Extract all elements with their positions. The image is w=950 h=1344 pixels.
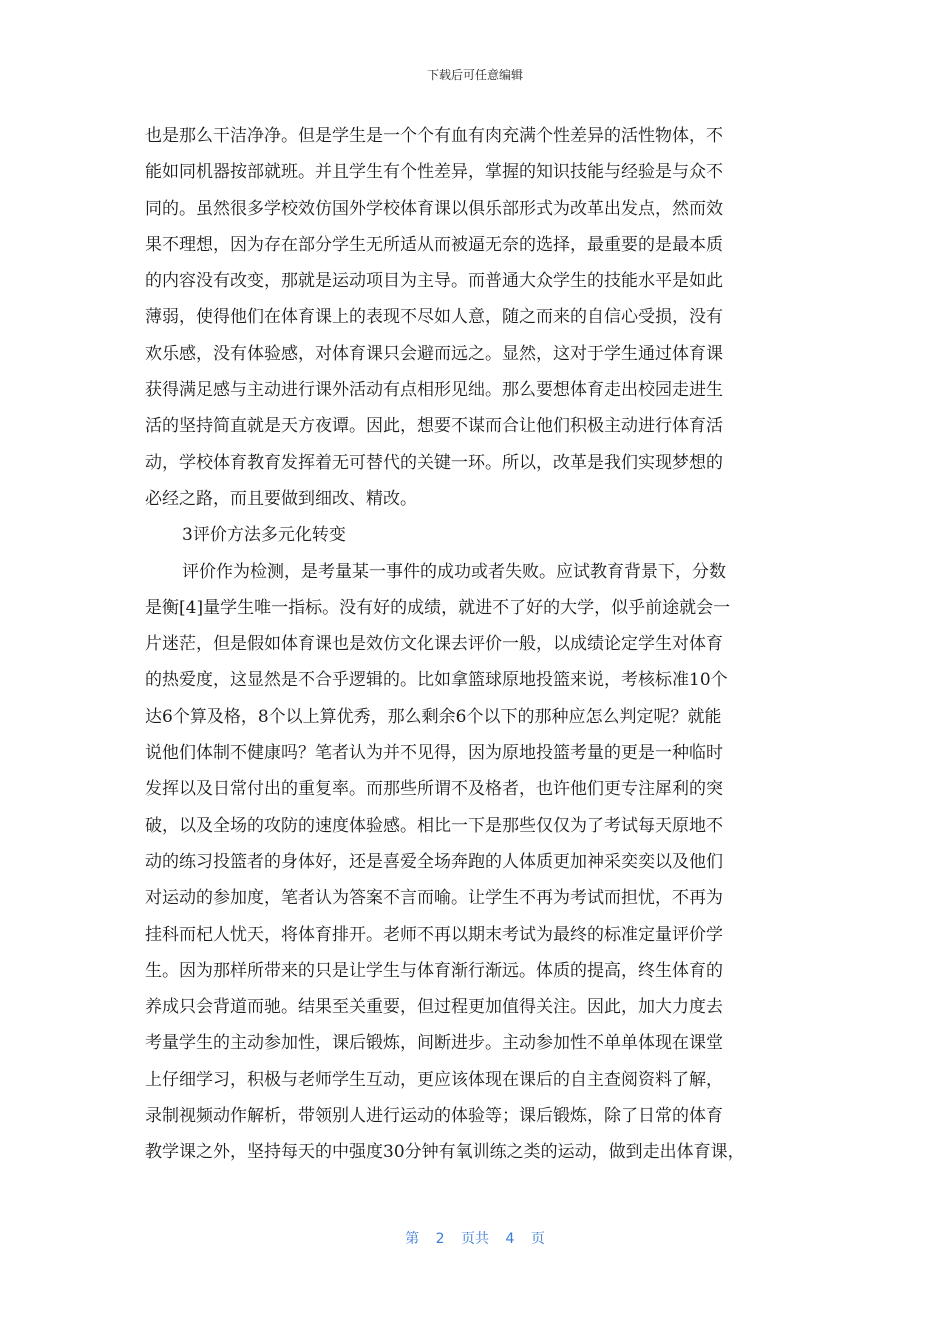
text-line: 也是那么干洁净净。但是学生是一个个有血有肉充满个性差异的活性物体，不: [145, 126, 723, 146]
text-line: 薄弱，使得他们在体育课上的表现不尽如人意，随之而来的自信心受损，没有: [145, 307, 723, 328]
text-line: 是衡[4]量学生唯一指标。没有好的成绩，就进不了好的大学，似乎前途就会一: [145, 597, 731, 618]
text-line: 3评价方法多元化转变: [182, 525, 346, 546]
text-line: 达6个算及格，8个以上算优秀，那么剩余6个以下的那种应怎么判定呢？就能: [145, 706, 722, 727]
page-header: 下载后可任意编辑: [426, 68, 523, 82]
footer-page-number: 2: [435, 1231, 445, 1247]
text-line: 活的坚持简直就是天方夜谭。因此，想要不谋而合让他们积极主动进行体育活: [145, 416, 723, 437]
text-line: 养成只会背道而驰。结果至关重要，但过程更加值得关注。因此，加大力度去: [145, 997, 723, 1018]
text-line: 能如同机器按部就班。并且学生有个性差异，掌握的知识技能与经验是与众不: [145, 162, 723, 183]
text-line: 教学课之外，坚持每天的中强度30分钟有氧训练之类的运动，做到走出体育课，: [145, 1142, 745, 1163]
text-line: 破，以及全场的攻防的速度体验感。相比一下是那些仅仅为了考试每天原地不: [145, 815, 723, 836]
text-line: 录制视频动作解析，带领别人进行运动的体验等；课后锻炼，除了日常的体育: [145, 1106, 723, 1127]
text-line: 果不理想，因为存在部分学生无所适从而被逼无奈的选择，最重要的是最本质: [145, 234, 723, 255]
text-line: 必经之路，而且要做到细改、精改。: [145, 488, 417, 509]
text-line: 上仔细学习，积极与老师学生互动，更应该体现在课后的自主查阅资料了解，: [145, 1069, 723, 1090]
text-line: 对运动的参加度，笔者认为答案不言而喻。让学生不再为考试而担忧，不再为: [145, 888, 723, 909]
text-line: 动的练习投篮者的身体好，还是喜爱全场奔跑的人体质更加神采奕奕以及他们: [145, 851, 723, 872]
text-line: 动，学校体育教育发挥着无可替代的关键一环。所以，改革是我们实现梦想的: [145, 452, 723, 473]
text-line: 的内容没有改变，那就是运动项目为主导。而普通大众学生的技能水平是如此: [145, 271, 723, 292]
footer-total-pages: 4: [505, 1231, 515, 1247]
text-line: 的热爱度，这显然是不合乎逻辑的。比如拿篮球原地投篮来说，考核标准10个: [145, 670, 728, 691]
text-line: 同的。虽然很多学校效仿国外学校体育课以俱乐部形式为改革出发点，然而效: [145, 198, 723, 219]
page-footer: [0, 1228, 950, 1248]
text-line: 生。因为那样所带来的只是让学生与体育渐行渐远。体质的提高，终生体育的: [145, 960, 723, 981]
footer-middle: 页共: [461, 1231, 489, 1247]
text-line: 片迷茫，但是假如体育课也是效仿文化课去评价一般，以成绩论定学生对体育: [145, 634, 723, 655]
document-body: [145, 118, 815, 1171]
text-line: 欢乐感，没有体验感，对体育课只会避而远之。显然，这对于学生通过体育课: [145, 343, 723, 364]
text-line: 说他们体制不健康吗？笔者认为并不见得，因为原地投篮考量的更是一种临时: [145, 743, 723, 764]
text-line: 评价作为检测，是考量某一事件的成功或者失败。应试教育背景下，分数: [182, 561, 726, 582]
footer-prefix: 第: [405, 1231, 420, 1247]
text-line: 获得满足感与主动进行课外活动有点相形见绌。那么要想体育走出校园走进生: [145, 380, 723, 401]
text-line: 挂科而杞人忧天，将体育排开。老师不再以期末考试为最终的标准定量评价学: [145, 924, 723, 945]
text-line: 考量学生的主动参加性，课后锻炼，间断进步。主动参加性不单单体现在课堂: [145, 1033, 723, 1054]
footer-suffix: 页: [530, 1231, 545, 1247]
text-line: 发挥以及日常付出的重复率。而那些所谓不及格者，也许他们更专注犀利的突: [145, 779, 723, 800]
